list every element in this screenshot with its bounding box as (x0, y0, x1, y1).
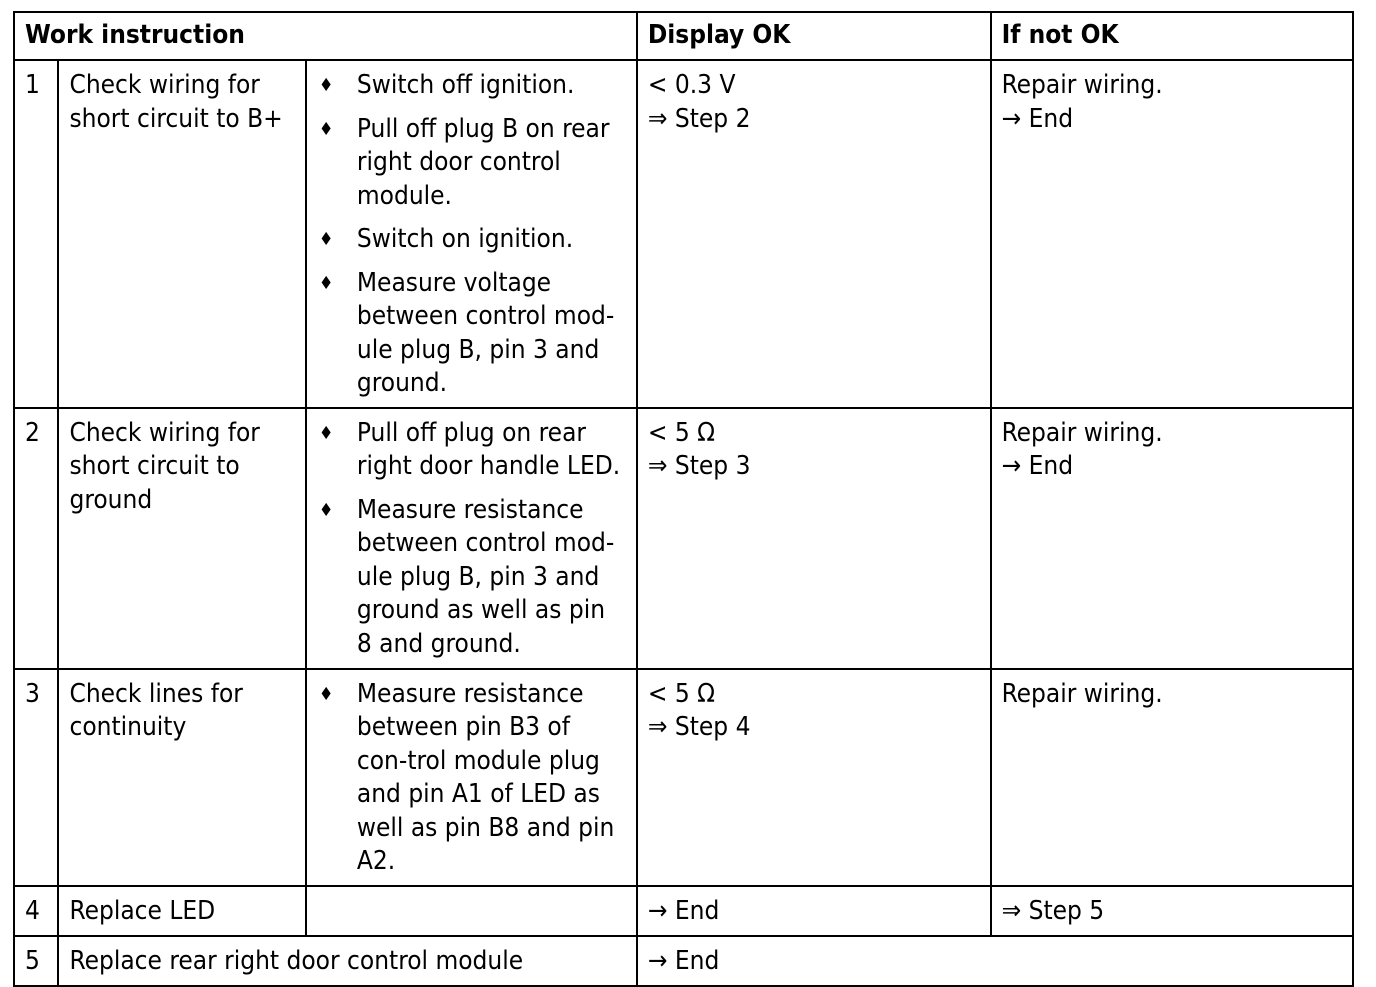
step-number: 5 (14, 936, 58, 986)
display-ok-cell: < 5 Ω ⇒ Step 4 (637, 669, 991, 886)
action-item: ♦ Measure resistance between control mod-ule plug B, pin 3 and ground as well as pin 8 and ground. (318, 494, 615, 659)
step-actions (306, 60, 637, 408)
display-ok-cell: → End (637, 886, 991, 936)
action-item: ♦ Measure resistance between pin B3 of con-trol module plug and pin A1 of LED as well as pin B8 and pin A2. (318, 678, 615, 876)
header-work-instruction: Work instruction (14, 12, 637, 60)
header-if-not-ok: If not OK (991, 12, 1353, 60)
action-item: ♦ Pull off plug B on rear right door control module. (318, 113, 610, 211)
table-row (14, 669, 1353, 886)
diamond-bullet-icon: ♦ (318, 272, 334, 294)
table-row (14, 886, 1353, 936)
diamond-bullet-icon: ♦ (318, 422, 334, 444)
step-actions (306, 669, 637, 886)
step-actions (306, 886, 637, 936)
step-instruction: Check wiring for short circuit to ground (58, 408, 305, 669)
step-number: 2 (14, 408, 58, 669)
step-instruction: Replace LED (58, 886, 305, 936)
diamond-bullet-icon: ♦ (318, 229, 334, 250)
header-display-ok: Display OK (637, 12, 991, 60)
action-item: ♦ Switch off ignition. (317, 69, 626, 103)
action-item: ♦ Pull off plug on rear right door handle LED. (318, 417, 621, 481)
step-number: 4 (14, 886, 58, 936)
if-not-ok-cell: Repair wiring. → End (991, 60, 1353, 408)
action-item: ♦ Switch on ignition. (317, 223, 626, 257)
if-not-ok-cell: ⇒ Step 5 (991, 886, 1353, 936)
diamond-bullet-icon: ♦ (318, 499, 334, 521)
diamond-bullet-icon: ♦ (318, 118, 334, 140)
diamond-bullet-icon: ♦ (318, 75, 334, 96)
display-ok-cell: < 0.3 V ⇒ Step 2 (637, 60, 991, 408)
step-number: 3 (14, 669, 58, 886)
table-header-row (14, 12, 1353, 60)
step-instruction: Replace rear right door control module (58, 936, 636, 986)
step-instruction: Check lines for continuity (58, 669, 305, 886)
display-ok-cell: < 5 Ω ⇒ Step 3 (637, 408, 991, 669)
table-row (14, 60, 1353, 408)
work-instruction-table (13, 11, 1354, 987)
step-number: 1 (14, 60, 58, 408)
step-actions (306, 408, 637, 669)
if-not-ok-cell: Repair wiring. → End (991, 408, 1353, 669)
display-ok-cell: → End (637, 936, 1353, 986)
action-item: ♦ Measure voltage between control mod-ule plug B, pin 3 and ground. (318, 267, 615, 398)
if-not-ok-cell: Repair wiring. (991, 669, 1353, 886)
table-row (14, 408, 1353, 669)
step-instruction: Check wiring for short circuit to B+ (58, 60, 305, 408)
table-row (14, 936, 1353, 986)
diamond-bullet-icon: ♦ (318, 683, 334, 705)
